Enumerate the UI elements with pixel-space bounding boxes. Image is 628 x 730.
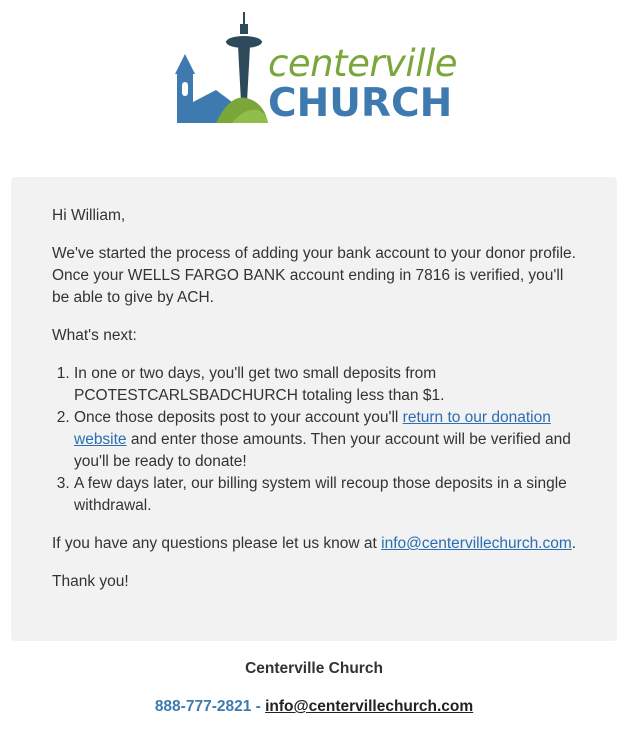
thank-you: Thank you! [52,573,129,590]
church-logo [0,0,628,150]
step-2-text-after: and enter those amounts. Then your account will be verified and you'll be ready to donate! [74,431,571,470]
church-tower-icon [172,10,268,125]
questions-paragraph [52,533,582,555]
donation-website-link[interactable]: return to our donation website [74,409,551,448]
intro-paragraph: We've started the process of adding your bank account to your donor profile. Once your WELLS FARGO BANK account ending in 7816 is verified, you'll be able to give by ACH. [52,245,576,306]
contact-email-link[interactable]: info@centervillechurch.com [381,535,572,552]
step-1: 1. In one or two days, you'll get two small deposits from PCOTESTCARLSBADCHURCH totaling less than $1. [74,363,582,407]
footer-phone-link[interactable]: 888-777-2821 [154,698,252,715]
email-body [52,205,582,609]
step-3: 3. A few days later, our billing system will recoup those deposits in a single withdrawal. [74,473,582,517]
footer-email-link[interactable]: info@centervillechurch.com [265,698,474,715]
greeting: Hi William, [52,207,126,224]
steps-list [52,363,582,517]
step-2-text-before: Once those deposits post to your account you'll [74,409,403,426]
whats-next-heading: What's next: [52,327,137,344]
footer-separator: - [251,698,266,715]
logo-wordmark-centerville: centerville [268,42,458,85]
questions-period: . [571,535,577,552]
questions-text: If you have any questions please let us know at [52,535,382,552]
email-card [11,177,617,641]
step-2 [74,407,582,473]
footer-church-name: Centerville Church [245,660,383,677]
logo-wordmark-church: CHURCH [268,81,453,126]
footer-contact [0,698,628,716]
